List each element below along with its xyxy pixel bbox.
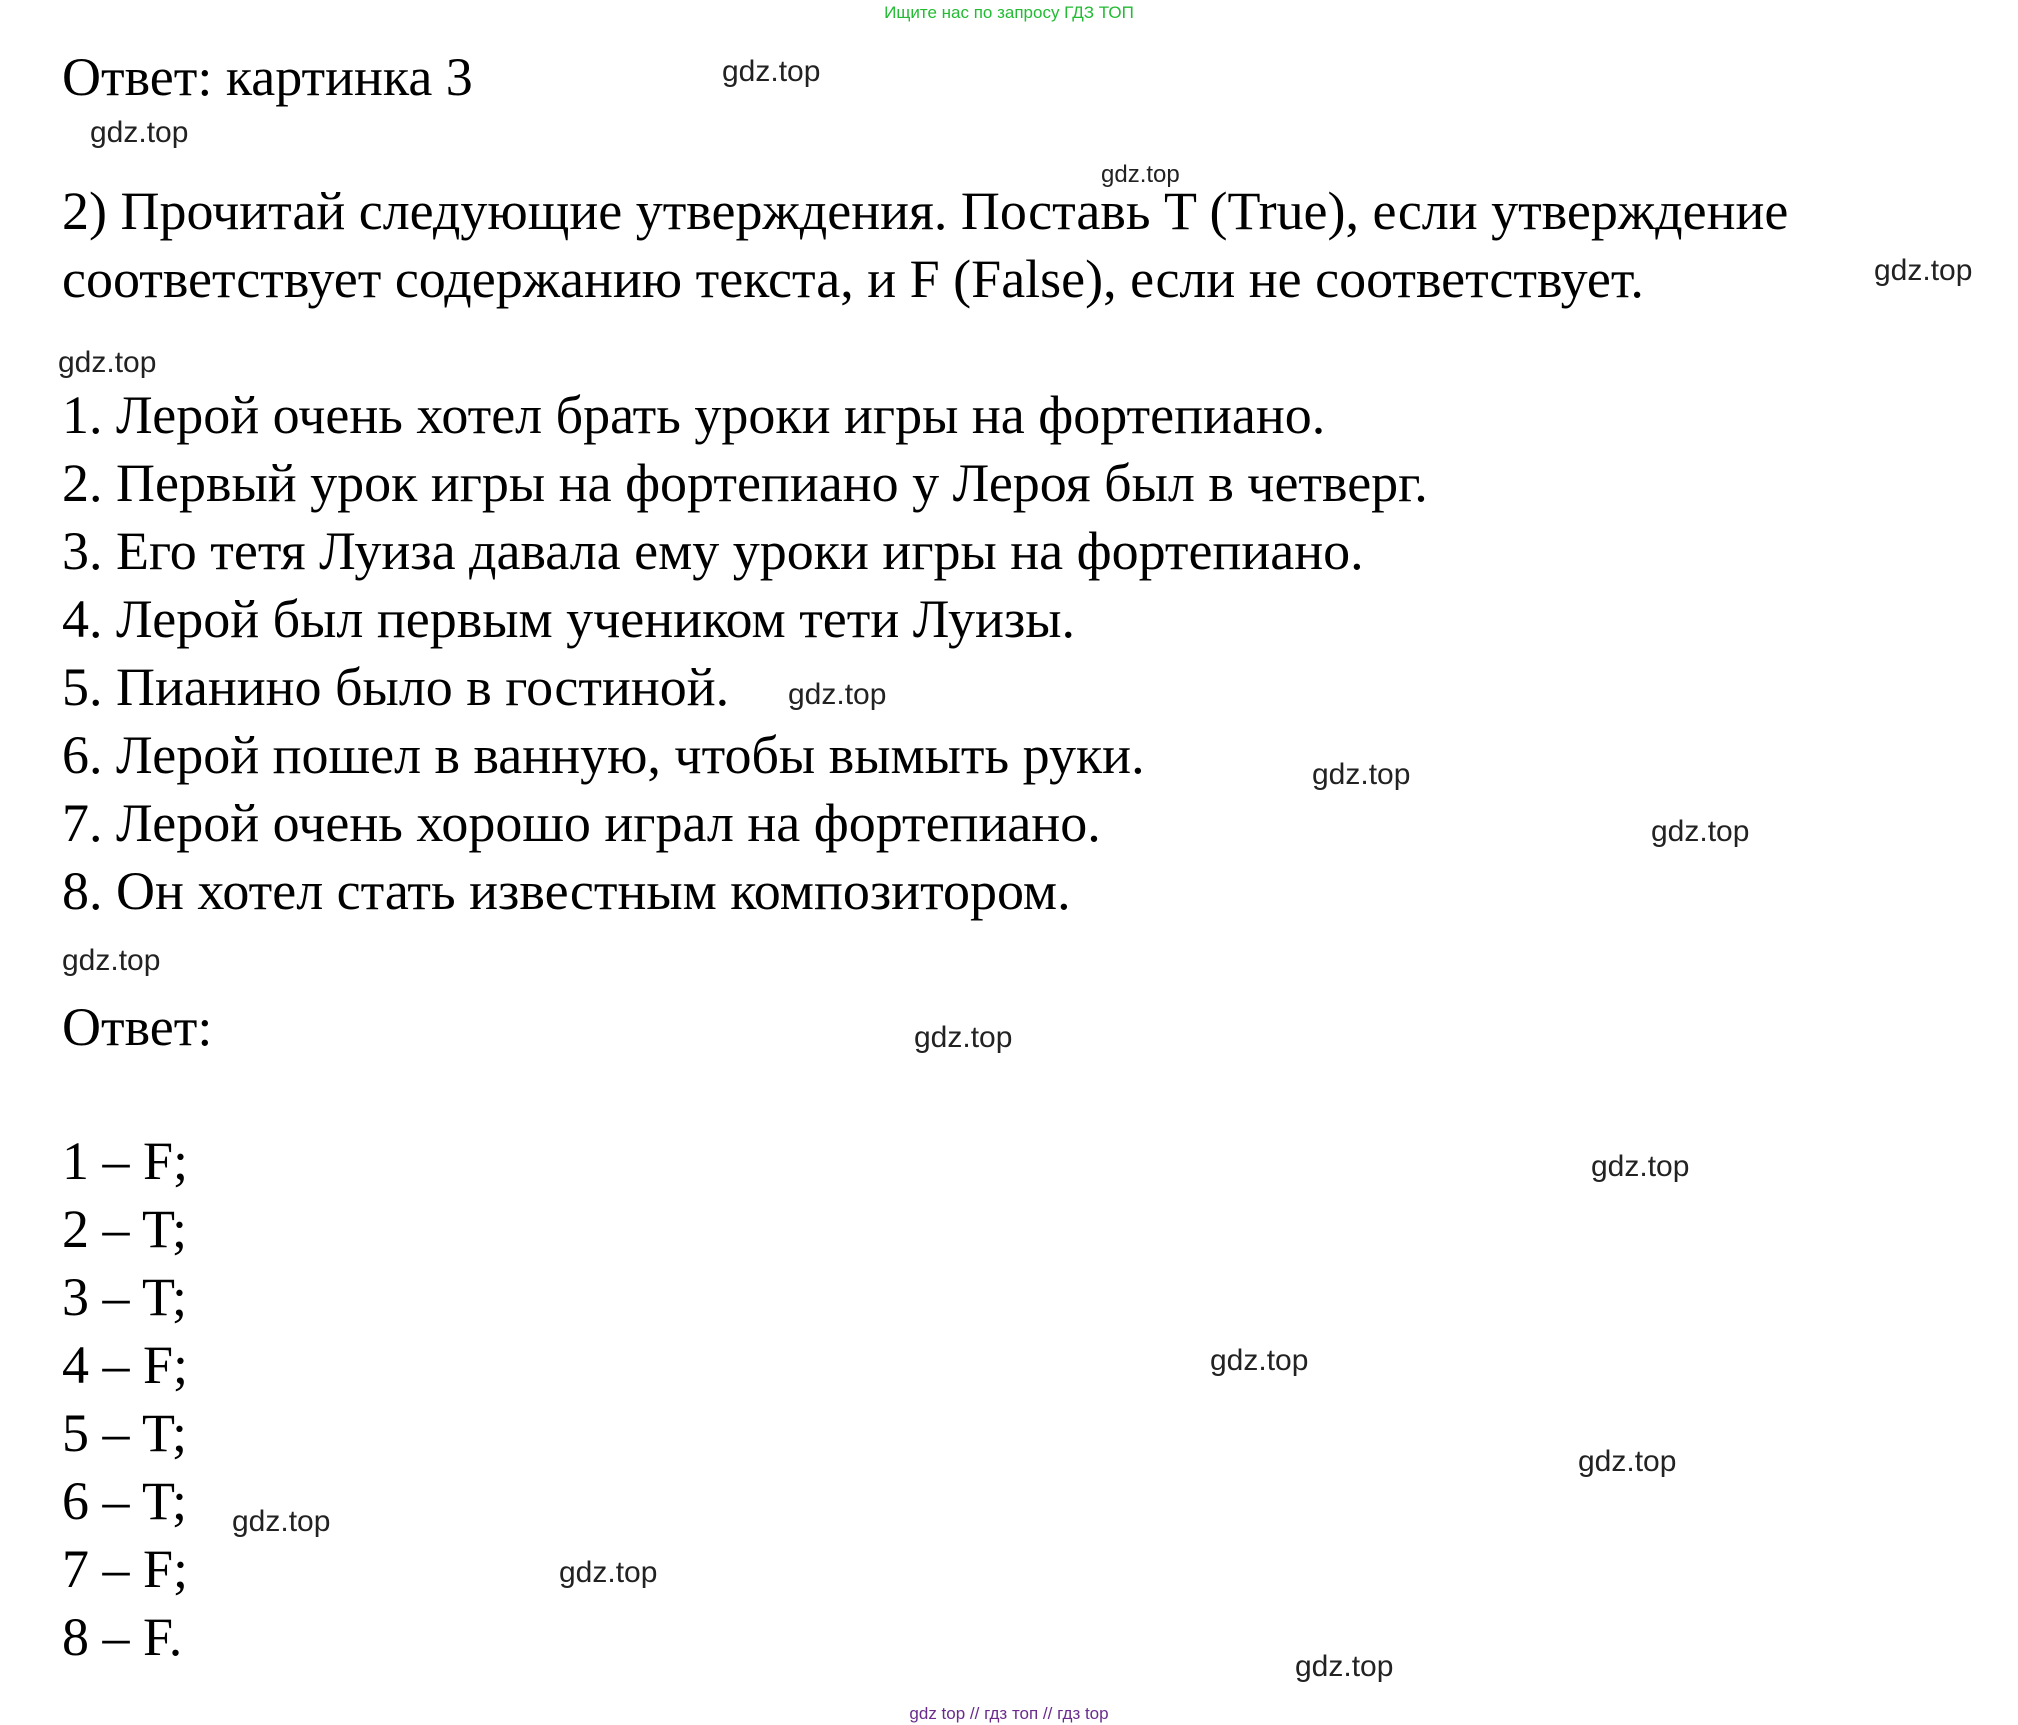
watermark: gdz.top: [1295, 1650, 1394, 1683]
answer-label: Ответ:: [62, 997, 213, 1057]
answer-item: 8 – F.: [62, 1607, 183, 1667]
watermark: gdz.top: [62, 944, 161, 977]
watermark: gdz.top: [1874, 254, 1973, 287]
watermark: gdz.top: [1312, 758, 1411, 791]
watermark: gdz.top: [559, 1556, 658, 1589]
watermark: gdz.top: [1591, 1150, 1690, 1183]
watermark: gdz.top: [788, 678, 887, 711]
watermark: gdz.top: [232, 1505, 331, 1538]
answer-item: 2 – T;: [62, 1199, 188, 1259]
footer: gdz top // гдз топ // гдз top: [909, 1704, 1109, 1723]
statement-item: 6. Лерой пошел в ванную, чтобы вымыть руки.: [62, 725, 1145, 785]
answer-picture-line: Ответ: картинка 3: [62, 47, 473, 107]
statement-item: 5. Пианино было в гостиной.: [62, 657, 730, 717]
statement-item: 1. Лерой очень хотел брать уроки игры на фортепиано.: [62, 385, 1326, 445]
answer-item: 4 – F;: [62, 1335, 189, 1395]
watermark: gdz.top: [1210, 1344, 1309, 1377]
answer-item: 6 – T;: [62, 1471, 188, 1531]
statement-item: 4. Лерой был первым учеником тети Луизы.: [62, 589, 1076, 649]
answer-item: 5 – T;: [62, 1403, 188, 1463]
statement-item: 2. Первый урок игры на фортепиано у Лероя был в четверг.: [62, 453, 1428, 513]
watermark: gdz.top: [1578, 1445, 1677, 1478]
watermark: gdz.top: [90, 116, 189, 149]
top-banner: Ищите нас по запросу ГДЗ ТОП: [884, 3, 1134, 22]
answer-item: 3 – T;: [62, 1267, 188, 1327]
watermark: gdz.top: [1101, 161, 1180, 188]
watermark: gdz.top: [722, 55, 821, 88]
answer-item: 7 – F;: [62, 1539, 189, 1599]
statement-item: 8. Он хотел стать известным композитором.: [62, 861, 1071, 921]
task-heading-line-1: 2) Прочитай следующие утверждения. Поставь T (True), если утверждение: [62, 181, 1789, 241]
task-heading-line-2: соответствует содержанию текста, и F (False), если не соответствует.: [62, 249, 1644, 309]
statement-item: 3. Его тетя Луиза давала ему уроки игры на фортепиано.: [62, 521, 1364, 581]
watermark: gdz.top: [58, 346, 157, 379]
watermark: gdz.top: [914, 1021, 1013, 1054]
answer-item: 1 – F;: [62, 1131, 189, 1191]
watermark: gdz.top: [1651, 815, 1750, 848]
statement-item: 7. Лерой очень хорошо играл на фортепиано.: [62, 793, 1101, 853]
